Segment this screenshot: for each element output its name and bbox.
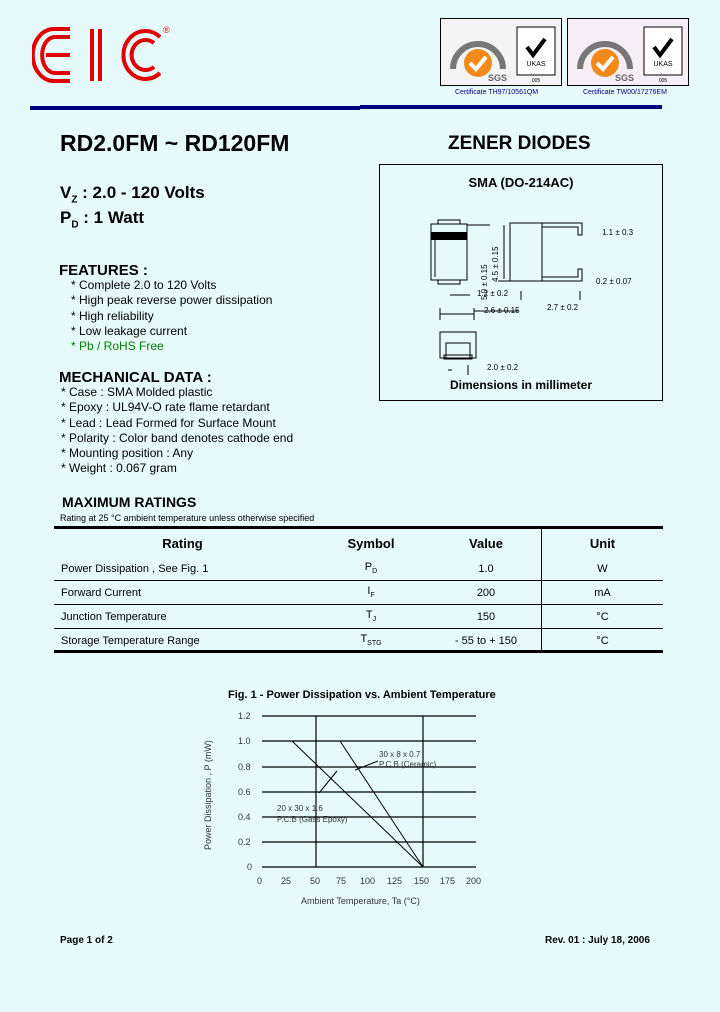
feature-item: * High reliability — [71, 308, 154, 323]
mechanical-item: * Weight : 0.067 gram — [61, 461, 177, 476]
svg-text:UKAS: UKAS — [653, 61, 673, 68]
svg-text:0.8: 0.8 — [238, 762, 251, 772]
mechanical-item: * Epoxy : UL94V-O rate flame retardant — [61, 400, 270, 415]
ratings-table-bottom-rule — [54, 650, 663, 653]
header-rule-right — [360, 105, 662, 109]
ratings-heading: MAXIMUM RATINGS — [62, 494, 197, 510]
table-row: Power Dissipation , See Fig. 1 $P_D$ 1.0 W — [54, 557, 663, 581]
svg-text:20 x 30 x 1.6: 20 x 30 x 1.6 — [277, 804, 323, 813]
column-header-unit: Unit — [542, 529, 664, 557]
svg-text:005: 005 — [658, 78, 668, 84]
registered-mark: ® — [163, 25, 170, 35]
svg-text:4.5 ± 0.15: 4.5 ± 0.15 — [491, 246, 500, 282]
certificate-badge-qm — [440, 18, 562, 86]
page-number: Page 1 of 2 — [60, 935, 113, 946]
svg-text:5.0 ± 0.15: 5.0 ± 0.15 — [480, 264, 489, 300]
svg-text:2.6 ± 0.15: 2.6 ± 0.15 — [484, 306, 520, 315]
product-category: ZENER DIODES — [448, 133, 591, 154]
mechanical-item: * Polarity : Color band denotes cathode end — [61, 430, 294, 445]
table-header-row — [54, 529, 663, 557]
mechanical-item: * Case : SMA Molded plastic — [61, 385, 213, 399]
feature-item: * High peak reverse power dissipation — [71, 293, 273, 308]
svg-text:1.2 ± 0.2: 1.2 ± 0.2 — [477, 289, 509, 298]
svg-text:50: 50 — [310, 876, 321, 886]
column-header-value: Value — [469, 535, 503, 551]
mechanical-list — [61, 385, 293, 477]
feature-item: * Low leakage current — [71, 323, 188, 338]
svg-text:30 x 8 x 0.7: 30 x 8 x 0.7 — [379, 750, 421, 759]
eic-logo — [32, 25, 167, 85]
vz-spec: $V_Z$ : 2.0 - 120 Volts — [60, 183, 205, 206]
svg-text:1.1 ± 0.3: 1.1 ± 0.3 — [602, 228, 634, 237]
sgs-ukas-logo-icon — [568, 19, 688, 85]
svg-text:0.2: 0.2 — [238, 837, 251, 847]
svg-text:SGS: SGS — [488, 73, 508, 83]
sgs-ukas-logo-icon — [441, 19, 561, 85]
svg-text:P.C.B (Ceramic): P.C.B (Ceramic) — [379, 760, 437, 769]
mechanical-heading: MECHANICAL DATA : — [59, 369, 212, 386]
svg-text:0: 0 — [247, 862, 253, 872]
svg-text:1.2: 1.2 — [238, 711, 251, 721]
power-dissipation-chart — [195, 705, 495, 915]
svg-text:2.0 ± 0.2: 2.0 ± 0.2 — [487, 363, 519, 372]
revision-date: Rev. 01 : July 18, 2006 — [545, 935, 650, 946]
svg-text:005: 005 — [531, 78, 541, 84]
mechanical-item: * Mounting position : Any — [61, 446, 194, 461]
package-dimensions-box — [379, 164, 663, 401]
svg-text:125: 125 — [387, 876, 403, 886]
svg-text:200: 200 — [466, 876, 482, 886]
ratings-table — [54, 529, 663, 652]
package-title: SMA (DO-214AC) — [468, 175, 574, 190]
svg-text:175: 175 — [440, 876, 456, 886]
column-header-symbol: Symbol — [347, 535, 395, 551]
svg-text:150: 150 — [414, 876, 430, 886]
features-list — [71, 278, 272, 354]
svg-text:1.0: 1.0 — [238, 736, 251, 746]
ratings-note: Rating at 25 °C ambient temperature unless otherwise specified — [60, 513, 315, 523]
svg-text:Ambient Temperature, Ta (°C): Ambient Temperature, Ta (°C) — [301, 896, 420, 906]
table-row: Junction Temperature $T_J$ 150 °C — [54, 605, 663, 629]
mechanical-item: * Lead : Lead Formed for Surface Mount — [61, 415, 276, 430]
pd-spec: $P_D$ : 1 Watt — [60, 208, 145, 231]
product-title: RD2.0FM ~ RD120FM — [60, 130, 290, 156]
cathode-band — [431, 232, 467, 240]
figure-title: Fig. 1 - Power Dissipation vs. Ambient Temperature — [228, 689, 496, 701]
svg-text:Power Dissipation , P (mW): Power Dissipation , P (mW) — [203, 740, 213, 850]
svg-text:P.C.B (Gass Epoxy): P.C.B (Gass Epoxy) — [277, 815, 348, 824]
svg-text:2.7 ± 0.2: 2.7 ± 0.2 — [547, 303, 579, 312]
features-heading: FEATURES : — [59, 262, 148, 279]
certificate-caption-qm: Certificate TH97/10561QM — [455, 89, 539, 96]
table-row: Forward Current $I_F$ 200 mA — [54, 581, 663, 605]
package-footer: Dimensions in millimeter — [449, 378, 593, 392]
svg-text:UKAS: UKAS — [526, 61, 546, 68]
column-header-rating: Rating — [162, 535, 203, 551]
table-row: Storage Temperature Range $T_{STG}$ - 55 to + 150 °C — [54, 629, 663, 653]
svg-text:100: 100 — [360, 876, 376, 886]
certificate-badge-em — [567, 18, 689, 86]
certificate-caption-em: Certificate TW00/17276EM — [583, 89, 667, 96]
svg-text:25: 25 — [281, 876, 292, 886]
svg-text:SGS: SGS — [615, 73, 635, 83]
svg-text:0.6: 0.6 — [238, 787, 251, 797]
feature-item-rohs: * Pb / RoHS Free — [71, 339, 164, 354]
svg-text:0: 0 — [257, 876, 263, 886]
package-outline-drawing-icon — [380, 165, 662, 400]
header-rule-left — [30, 106, 360, 110]
feature-item: * Complete 2.0 to 120 Volts — [71, 278, 217, 292]
svg-text:0.4: 0.4 — [238, 812, 251, 822]
svg-text:75: 75 — [336, 876, 347, 886]
svg-text:0.2 ± 0.07: 0.2 ± 0.07 — [596, 277, 632, 286]
